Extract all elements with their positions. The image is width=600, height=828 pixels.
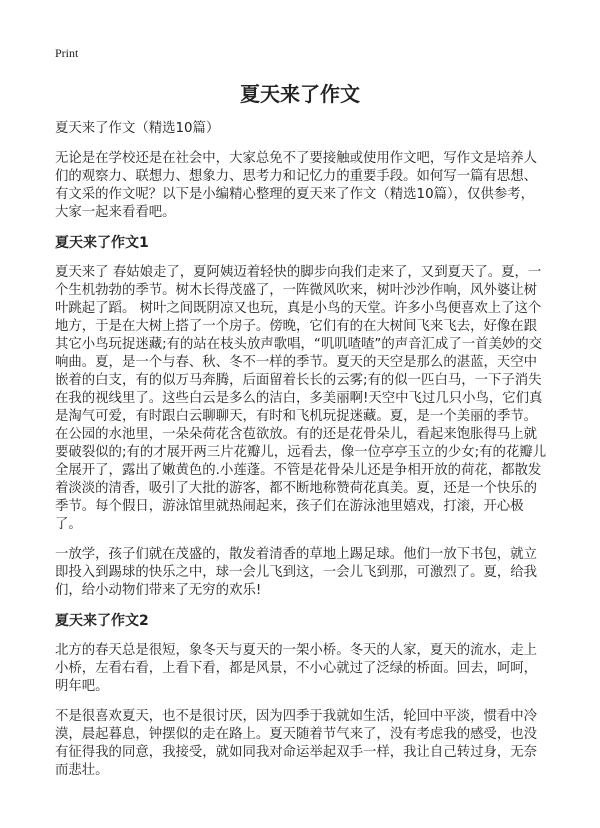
paragraph: 北方的春天总是很短，象冬天与夏天的一架小桥。冬天的人家，夏天的流水，走上小桥，左看右看，上看下看，都是风景，不小心就过了泛绿的桥面。回去，呵呵，明年吧。 [55, 643, 538, 694]
article-body [55, 120, 547, 792]
paragraph: 夏天来了 春姑娘走了，夏阿姨迈着轻快的脚步向我们走来了，又到夏天了。夏，一个生机勃勃的季节。树木长得茂盛了，一阵微风吹来，树叶沙沙作响，风外婆让树叶跳起了蹈。 树叶之间既阴凉又也玩，真是小鸟的天堂。许多小鸟便喜欢上了这个地方，于是在大树上搭了一个房子。傍晚，它们有的在大树间飞来飞去，好像在跟其它小鸟玩捉迷藏;有的站在枝头放声歌唱，“叽叽喳喳”的声音汇成了一首美妙的交响曲。夏，是一个与春、秋、冬不一样的季节。夏天的天空是那么的湛蓝，天空中嵌着的白支，有的似万马奔腾，后面留着长长的云雾;有的似一匹白马，一下子消失在我的视线里了。这些白云是多么的洁白，多美丽啊!天空中飞过几只小鸟，它们真是淘气可爱，有时跟白云聊聊天，有时和飞机玩捉迷藏。夏，是一个美丽的季节。在公园的水池里，一朵朵荷花含苞欲放。有的还是花骨朵儿，看起来饱胀得马上就要破裂似的;有的才展开两三片花瓣儿，远看去，像一位亭亭玉立的少女;有的花瓣儿全展开了，露出了嫩黄色的.小莲蓬。不管是花骨朵儿还是争相开放的荷花，都散发着淡淡的清香，吸引了大批的游客，都不断地称赞荷花真美。夏，还是一个快乐的季节。每个假日，游泳馆里就热闹起来，孩子们在游泳池里嬉戏，打滚，开心极了。 [55, 265, 547, 532]
paragraph: 一放学，孩子们就在茂盛的，散发着清香的草地上踢足球。他们一放下书包，就立即投入到踢球的快乐之中，球一会儿飞到这，一会儿飞到那，可激烈了。夏，给我们，给小动物们带来了无穷的欢乐! [55, 547, 538, 598]
print-link[interactable]: Print [55, 46, 79, 60]
section-heading: 夏天来了作文1 [55, 235, 149, 251]
paragraph: 不是很喜欢夏天，也不是很讨厌，因为四季于我就如生活，轮回中平淡，惯看中冷漠，晨起暮息，钟摆似的走在路上。夏天随着节气来了，没有考虑我的感受，也没有征得我的同意，我接受，就如同我对命运举起双手一样，我让自己转过身，无奈而悲壮。 [55, 709, 538, 778]
subtitle: 夏天来了作文（精选10篇） [55, 121, 220, 136]
page-title: 夏天来了作文 [240, 82, 360, 106]
intro-paragraph: 无论是在学校还是在社会中，大家总免不了要接触或使用作文吧，写作文是培养人们的观察力、联想力、想象力、思考力和记忆力的重要手段。如何写一篇有思想、有文采的作文呢？以下是小编精心整理的夏天来了作文（精选10篇），仅供参考，大家一起来看看吧。 [55, 151, 538, 220]
section-heading: 夏天来了作文2 [55, 613, 149, 629]
